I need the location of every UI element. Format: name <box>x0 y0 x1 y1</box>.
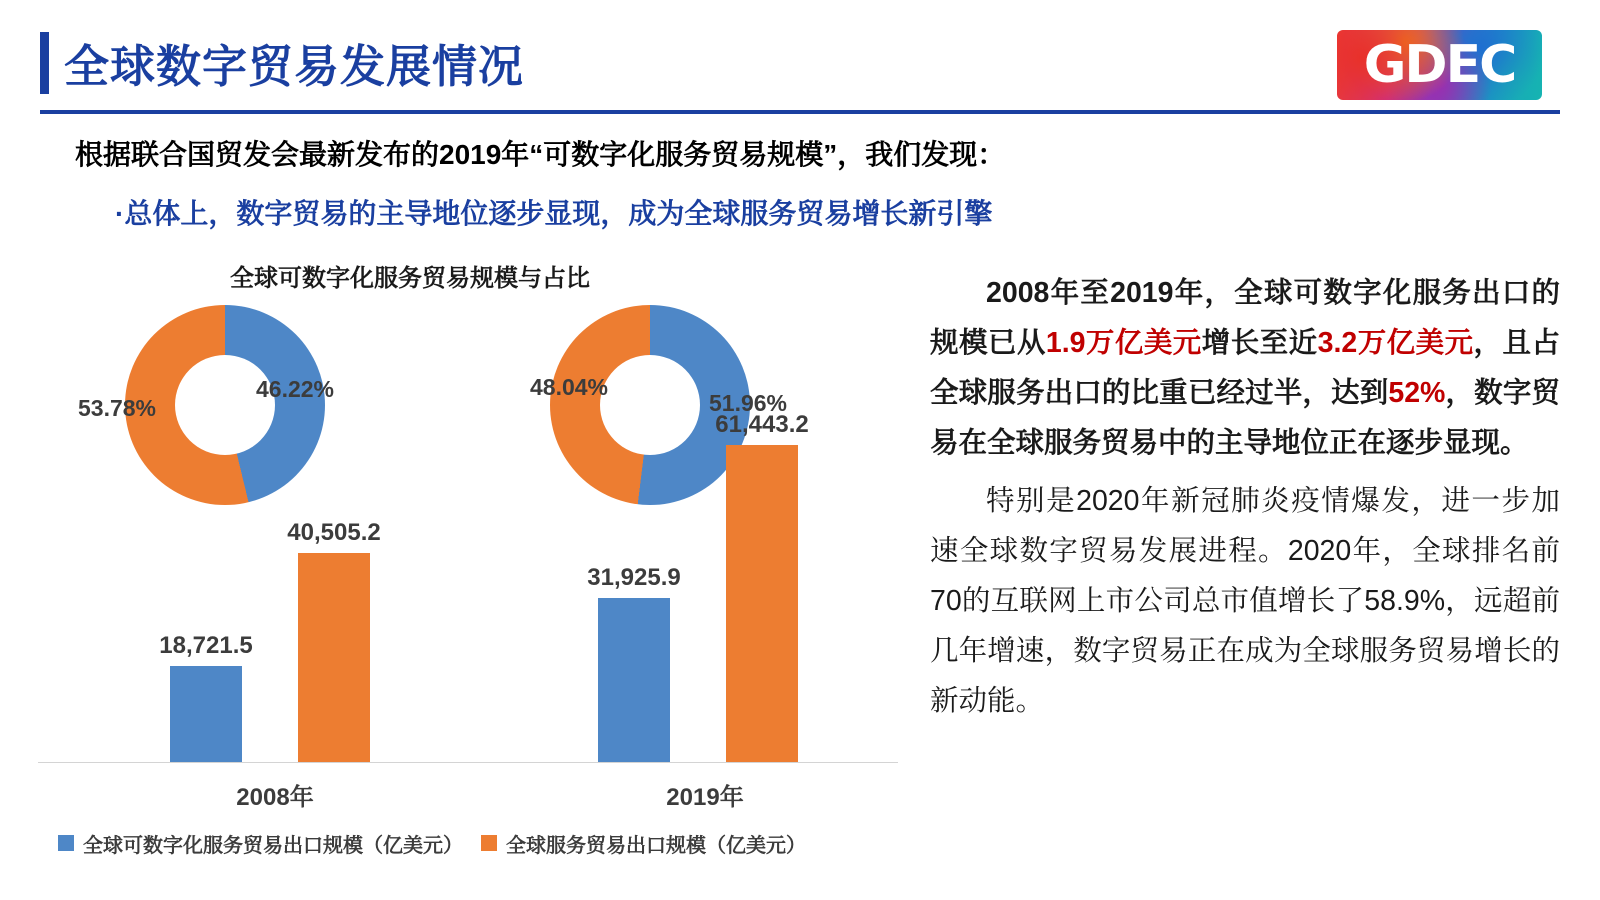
lead-line-2: ·总体上，数字贸易的主导地位逐步显现，成为全球服务贸易增长新引擎 <box>115 198 993 229</box>
commentary-paragraph-1 <box>930 268 1560 468</box>
donut-2019-blue-value: 51.96% <box>709 390 788 416</box>
title-underline <box>40 110 1560 114</box>
bar-fill <box>726 445 798 762</box>
bar-2008-total <box>287 422 381 762</box>
bar-fill <box>170 666 242 762</box>
commentary-paragraph-2: 特别是2020年新冠肺炎疫情爆发，进一步加速全球数字贸易发展进程。2020年，全球排名前70的互联网上市公司总市值增长了58.9%，远超前几年增速，数字贸易正在成为全球服务贸易增长的新动能。 <box>930 485 1560 717</box>
chart-legend <box>58 828 918 858</box>
p1-text-2: 增长至近 <box>1201 327 1318 359</box>
bar-fill <box>298 553 370 762</box>
bar-axis-line <box>38 762 898 763</box>
bar-fill <box>598 598 670 762</box>
bar-2019-digital <box>587 422 681 762</box>
donut-2019-orange-value: 48.04% <box>530 374 609 400</box>
category-label-2019: 2019年 <box>666 784 744 811</box>
legend-item-digital <box>58 829 463 858</box>
bar-2008-digital <box>159 422 253 762</box>
p1-text-1: 2008年至2019年，全球可数字化服务出口的规模已从 <box>930 277 1560 359</box>
bar-value-label: 40,505.2 <box>287 519 381 546</box>
p1-highlight-1: 1.9万亿美元 <box>1045 327 1202 359</box>
title-accent-bar <box>40 32 49 94</box>
legend-swatch-orange <box>481 835 497 851</box>
legend-swatch-blue <box>58 835 74 851</box>
p1-highlight-3: 52% <box>1388 377 1446 409</box>
gdec-logo <box>1337 30 1542 100</box>
chart-title: 全球可数字化服务贸易规模与占比 <box>230 265 590 292</box>
legend-item-total <box>481 829 806 858</box>
legend-label: 全球可数字化服务贸易出口规模（亿美元） <box>83 834 463 857</box>
logo-text: GDEC <box>1363 35 1516 95</box>
p1-highlight-2: 3.2万亿美元 <box>1317 327 1474 359</box>
commentary-column <box>930 268 1560 726</box>
p1-text-3: ，且占全球服务出口的比重已经过半，达到 <box>930 327 1560 409</box>
bar-value-label: 31,925.9 <box>587 564 681 591</box>
donut-2008-orange-value: 53.78% <box>78 395 157 421</box>
p1-text-4: ，数字贸易在全球服务贸易中的主导地位正在逐步显现。 <box>930 377 1560 459</box>
bar-2019-total <box>715 411 809 762</box>
page-title: 全球数字贸易发展情况 <box>64 41 525 92</box>
lead-line-1: 根据联合国贸发会最新发布的2019年“可数字化服务贸易规模”，我们发现： <box>75 139 1006 170</box>
donut-2008-blue-value: 46.22% <box>256 376 335 402</box>
slide-header <box>40 28 1560 108</box>
legend-label: 全球服务贸易出口规模（亿美元） <box>506 834 806 857</box>
chart-panel <box>30 250 910 870</box>
bar-value-label: 61,443.2 <box>715 411 809 438</box>
category-label-2008: 2008年 <box>236 784 314 811</box>
bar-value-label: 18,721.5 <box>159 632 253 659</box>
